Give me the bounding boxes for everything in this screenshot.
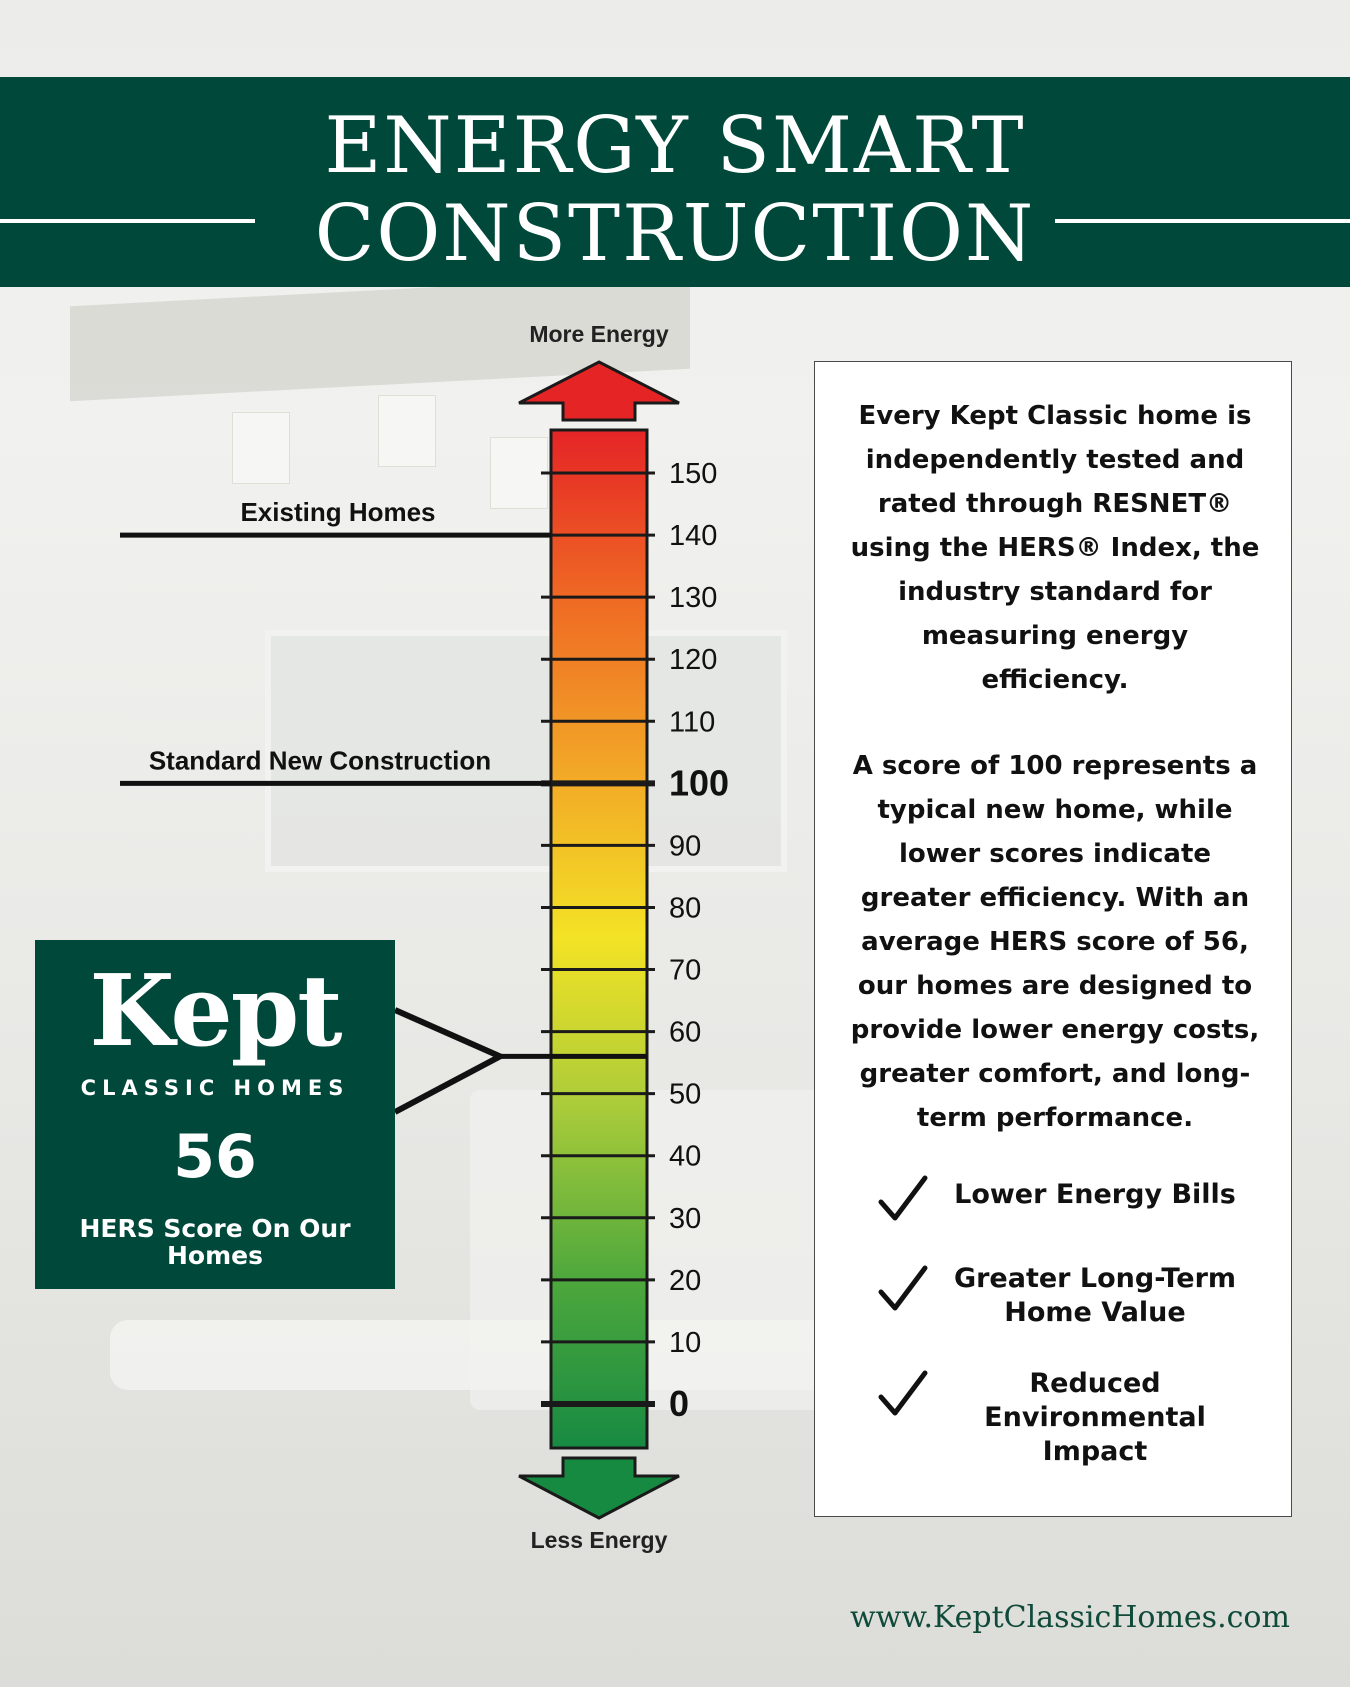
description-line: efficiency. <box>981 665 1129 695</box>
description-line: A score of 100 represents a <box>852 751 1258 781</box>
benefit-line: Reduced <box>1029 1368 1161 1399</box>
tick-label: 30 <box>669 1202 702 1235</box>
description-line: our homes are designed to <box>857 971 1253 1001</box>
benefit-line: Environmental <box>984 1402 1206 1433</box>
checkmark-icon <box>875 1262 935 1318</box>
tick-label: 100 <box>669 762 730 804</box>
description-panel <box>814 361 1292 1517</box>
hers-score-value: 56 <box>173 1122 257 1192</box>
description-line: rated through RESNET® <box>877 489 1233 519</box>
hers-score-caption <box>65 1215 365 1269</box>
page-title-line2: CONSTRUCTION <box>314 189 1036 279</box>
checkmark-icon <box>875 1172 935 1228</box>
reference-marker-label: Existing Homes <box>240 497 436 528</box>
description-line: greater comfort, and long- <box>859 1059 1251 1089</box>
tick-label: 90 <box>669 830 702 863</box>
tick-label: 10 <box>669 1326 702 1359</box>
benefit-line: Home Value <box>1004 1297 1186 1328</box>
description-line: typical new home, while <box>877 795 1233 825</box>
tick-label: 80 <box>669 892 702 925</box>
tick-label: 70 <box>669 954 702 987</box>
tick-label: 130 <box>669 582 718 615</box>
benefit-label <box>935 1367 1255 1469</box>
benefit-label <box>935 1178 1255 1212</box>
hers-scale-bar <box>551 430 647 1448</box>
tick-label: 120 <box>669 644 718 677</box>
description-paragraph-2 <box>835 744 1275 1140</box>
less-energy-arrow <box>519 1458 679 1518</box>
tick-label: 140 <box>669 520 718 553</box>
description-line: independently tested and <box>865 445 1245 475</box>
less-energy-label: Less Energy <box>530 1527 668 1553</box>
tick-label: 110 <box>669 706 716 739</box>
page-title-line1: ENERGY SMART <box>324 101 1026 191</box>
description-line: average HERS score of 56, <box>861 927 1249 957</box>
kept-score-box <box>35 940 395 1289</box>
more-energy-arrow <box>519 362 679 420</box>
website-link[interactable]: www.KeptClassicHomes.com <box>850 1600 1290 1635</box>
description-line: industry standard for <box>898 577 1212 607</box>
description-line: Every Kept Classic home is <box>858 401 1252 431</box>
description-line: using the HERS® Index, the <box>850 533 1260 563</box>
description-line: measuring energy <box>921 621 1189 651</box>
tick-label: 50 <box>669 1078 702 1111</box>
hers-score-caption-line1: HERS Score On Our <box>79 1214 351 1243</box>
benefit-line: Lower Energy Bills <box>954 1179 1236 1210</box>
hers-score-caption-line2: Homes <box>167 1241 263 1270</box>
tick-label: 0 <box>669 1383 690 1424</box>
benefit-line: Greater Long-Term <box>953 1263 1237 1294</box>
description-paragraph-1 <box>835 394 1275 702</box>
benefit-label <box>935 1262 1255 1330</box>
reference-marker-label: Standard New Construction <box>148 745 492 776</box>
description-line: lower scores indicate <box>899 839 1211 869</box>
highlight-pointer <box>395 1010 500 1112</box>
kept-logo: Kept <box>89 954 341 1069</box>
more-energy-label: More Energy <box>529 321 669 347</box>
tick-label: 40 <box>669 1140 702 1173</box>
kept-logo-subtitle: CLASSIC HOMES <box>80 1076 350 1100</box>
description-line: term performance. <box>916 1103 1194 1133</box>
benefit-line: Impact <box>1042 1436 1148 1467</box>
description-line: greater efficiency. With an <box>860 883 1250 913</box>
description-line: provide lower energy costs, <box>850 1015 1260 1045</box>
tick-label: 60 <box>669 1016 702 1049</box>
checkmark-icon <box>875 1367 935 1423</box>
tick-label: 150 <box>669 458 718 490</box>
tick-label: 20 <box>669 1264 702 1297</box>
